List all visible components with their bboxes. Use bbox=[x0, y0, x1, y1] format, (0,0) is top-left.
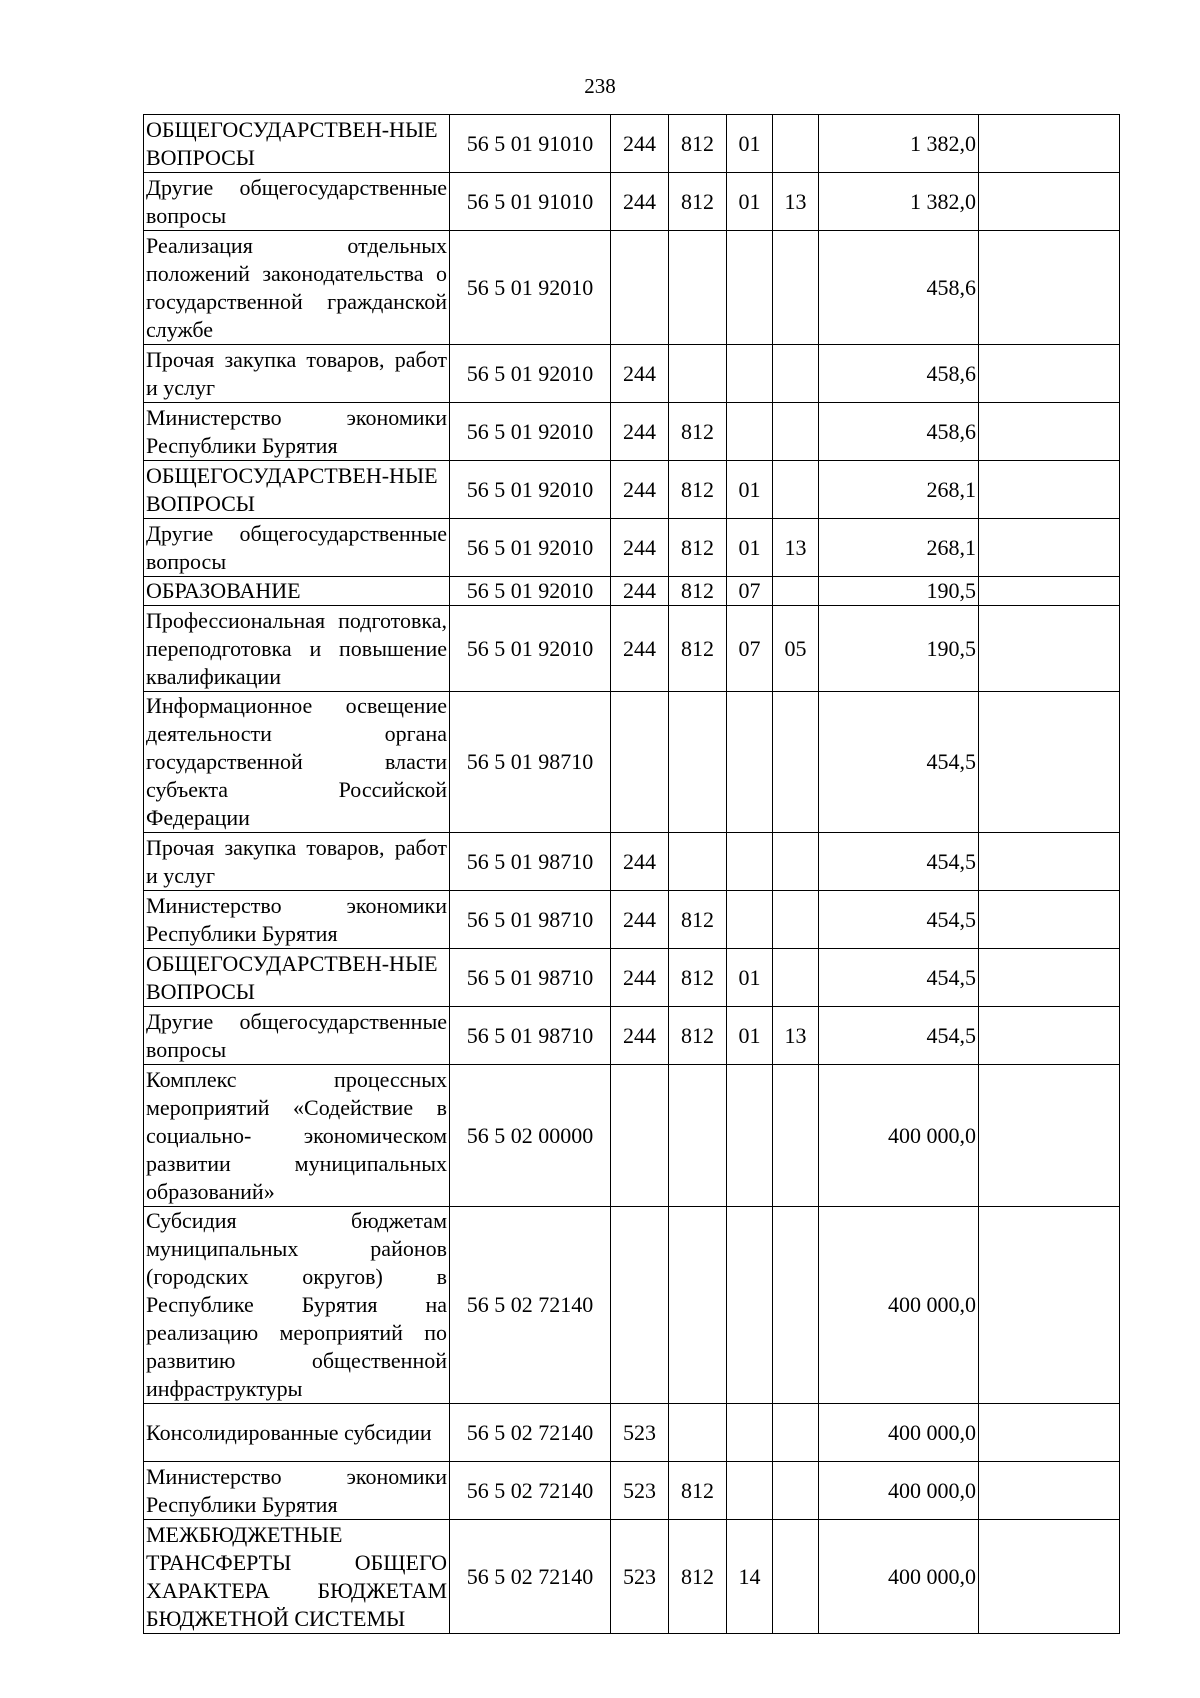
section-cell: 07 bbox=[727, 577, 773, 606]
table-row bbox=[144, 1462, 1120, 1520]
row-name-cell: Консолидированные субсидии bbox=[144, 1404, 450, 1462]
subsection-cell bbox=[773, 1520, 819, 1634]
table-row bbox=[144, 1520, 1120, 1634]
empty-cell bbox=[979, 1207, 1120, 1404]
main-manager-cell: 812 bbox=[669, 461, 727, 519]
row-name-cell: Комплекс процессных мероприятий «Содействие в социально- экономическом развитии муниципальных образований» bbox=[144, 1065, 450, 1207]
section-cell: 01 bbox=[727, 173, 773, 231]
expense-type-cell: 244 bbox=[611, 577, 669, 606]
section-cell bbox=[727, 1404, 773, 1462]
subsection-cell bbox=[773, 949, 819, 1007]
expense-type-cell: 244 bbox=[611, 345, 669, 403]
section-cell bbox=[727, 891, 773, 949]
main-manager-cell bbox=[669, 1404, 727, 1462]
amount-cell: 458,6 bbox=[819, 403, 979, 461]
subsection-cell: 05 bbox=[773, 606, 819, 692]
main-manager-cell bbox=[669, 1065, 727, 1207]
amount-cell: 400 000,0 bbox=[819, 1520, 979, 1634]
empty-cell bbox=[979, 577, 1120, 606]
empty-cell bbox=[979, 1462, 1120, 1520]
row-name-cell: ОБЩЕГОСУДАРСТВЕН-НЫЕ ВОПРОСЫ bbox=[144, 461, 450, 519]
empty-cell bbox=[979, 1520, 1120, 1634]
section-cell bbox=[727, 1207, 773, 1404]
target-article-cell: 56 5 01 92010 bbox=[450, 231, 611, 345]
expense-type-cell: 244 bbox=[611, 403, 669, 461]
amount-cell: 400 000,0 bbox=[819, 1404, 979, 1462]
row-name-cell: Прочая закупка товаров, работ и услуг bbox=[144, 833, 450, 891]
row-name-cell: Министерство экономики Республики Бурятия bbox=[144, 403, 450, 461]
table-row bbox=[144, 173, 1120, 231]
subsection-cell bbox=[773, 577, 819, 606]
main-manager-cell: 812 bbox=[669, 577, 727, 606]
row-name-cell: Информационное освещение деятельности органа государственной власти субъекта Российской Федерации bbox=[144, 692, 450, 833]
amount-cell: 400 000,0 bbox=[819, 1065, 979, 1207]
expense-type-cell: 523 bbox=[611, 1462, 669, 1520]
expense-type-cell bbox=[611, 231, 669, 345]
target-article-cell: 56 5 01 91010 bbox=[450, 115, 611, 173]
expense-type-cell: 523 bbox=[611, 1404, 669, 1462]
expense-type-cell: 244 bbox=[611, 115, 669, 173]
main-manager-cell bbox=[669, 345, 727, 403]
expense-type-cell: 244 bbox=[611, 606, 669, 692]
subsection-cell bbox=[773, 345, 819, 403]
amount-cell: 268,1 bbox=[819, 519, 979, 577]
expense-type-cell bbox=[611, 692, 669, 833]
expense-type-cell bbox=[611, 1207, 669, 1404]
amount-cell: 400 000,0 bbox=[819, 1462, 979, 1520]
main-manager-cell: 812 bbox=[669, 1462, 727, 1520]
amount-cell: 190,5 bbox=[819, 577, 979, 606]
target-article-cell: 56 5 01 92010 bbox=[450, 577, 611, 606]
section-cell bbox=[727, 403, 773, 461]
section-cell bbox=[727, 1462, 773, 1520]
main-manager-cell bbox=[669, 692, 727, 833]
table-row bbox=[144, 345, 1120, 403]
row-name-cell: Министерство экономики Республики Бурятия bbox=[144, 891, 450, 949]
empty-cell bbox=[979, 692, 1120, 833]
subsection-cell bbox=[773, 231, 819, 345]
amount-cell: 454,5 bbox=[819, 949, 979, 1007]
subsection-cell bbox=[773, 833, 819, 891]
amount-cell: 190,5 bbox=[819, 606, 979, 692]
empty-cell bbox=[979, 1007, 1120, 1065]
empty-cell bbox=[979, 949, 1120, 1007]
section-cell: 14 bbox=[727, 1520, 773, 1634]
target-article-cell: 56 5 01 98710 bbox=[450, 891, 611, 949]
target-article-cell: 56 5 02 72140 bbox=[450, 1462, 611, 1520]
table-row bbox=[144, 115, 1120, 173]
subsection-cell: 13 bbox=[773, 173, 819, 231]
expense-type-cell: 244 bbox=[611, 519, 669, 577]
row-name-cell: Субсидия бюджетам муниципальных районов (городских округов) в Республике Бурятия на реализацию мероприятий по развитию общественной инфраструктуры bbox=[144, 1207, 450, 1404]
empty-cell bbox=[979, 115, 1120, 173]
subsection-cell bbox=[773, 1065, 819, 1207]
table-row bbox=[144, 1007, 1120, 1065]
section-cell: 01 bbox=[727, 1007, 773, 1065]
table-row bbox=[144, 949, 1120, 1007]
section-cell bbox=[727, 231, 773, 345]
main-manager-cell: 812 bbox=[669, 891, 727, 949]
expense-type-cell: 244 bbox=[611, 949, 669, 1007]
empty-cell bbox=[979, 173, 1120, 231]
table-row bbox=[144, 519, 1120, 577]
row-name-cell: МЕЖБЮДЖЕТНЫЕ ТРАНСФЕРТЫ ОБЩЕГО ХАРАКТЕРА БЮДЖЕТАМ БЮДЖЕТНОЙ СИСТЕМЫ bbox=[144, 1520, 450, 1634]
target-article-cell: 56 5 01 92010 bbox=[450, 606, 611, 692]
target-article-cell: 56 5 01 92010 bbox=[450, 403, 611, 461]
subsection-cell bbox=[773, 461, 819, 519]
subsection-cell bbox=[773, 1207, 819, 1404]
table-row bbox=[144, 606, 1120, 692]
subsection-cell bbox=[773, 1462, 819, 1520]
expense-type-cell: 244 bbox=[611, 891, 669, 949]
expense-type-cell: 244 bbox=[611, 461, 669, 519]
target-article-cell: 56 5 01 98710 bbox=[450, 949, 611, 1007]
target-article-cell: 56 5 02 72140 bbox=[450, 1520, 611, 1634]
empty-cell bbox=[979, 231, 1120, 345]
subsection-cell bbox=[773, 403, 819, 461]
table-row bbox=[144, 461, 1120, 519]
row-name-cell: Реализация отдельных положений законодательства о государственной гражданской службе bbox=[144, 231, 450, 345]
expense-type-cell: 244 bbox=[611, 173, 669, 231]
empty-cell bbox=[979, 833, 1120, 891]
section-cell bbox=[727, 1065, 773, 1207]
empty-cell bbox=[979, 1404, 1120, 1462]
section-cell bbox=[727, 833, 773, 891]
main-manager-cell: 812 bbox=[669, 115, 727, 173]
section-cell: 01 bbox=[727, 949, 773, 1007]
target-article-cell: 56 5 01 98710 bbox=[450, 1007, 611, 1065]
section-cell: 01 bbox=[727, 115, 773, 173]
row-name-cell: ОБРАЗОВАНИЕ bbox=[144, 577, 450, 606]
row-name-cell: Другие общегосударственные вопросы bbox=[144, 173, 450, 231]
budget-table bbox=[143, 114, 1120, 1634]
amount-cell: 458,6 bbox=[819, 345, 979, 403]
main-manager-cell: 812 bbox=[669, 606, 727, 692]
section-cell bbox=[727, 345, 773, 403]
main-manager-cell: 812 bbox=[669, 949, 727, 1007]
empty-cell bbox=[979, 345, 1120, 403]
empty-cell bbox=[979, 461, 1120, 519]
target-article-cell: 56 5 01 92010 bbox=[450, 345, 611, 403]
row-name-cell: Другие общегосударственные вопросы bbox=[144, 1007, 450, 1065]
row-name-cell: Другие общегосударственные вопросы bbox=[144, 519, 450, 577]
amount-cell: 454,5 bbox=[819, 891, 979, 949]
section-cell bbox=[727, 692, 773, 833]
main-manager-cell bbox=[669, 833, 727, 891]
subsection-cell bbox=[773, 692, 819, 833]
row-name-cell: ОБЩЕГОСУДАРСТВЕН-НЫЕ ВОПРОСЫ bbox=[144, 949, 450, 1007]
table-row bbox=[144, 1404, 1120, 1462]
section-cell: 01 bbox=[727, 461, 773, 519]
target-article-cell: 56 5 01 98710 bbox=[450, 692, 611, 833]
row-name-cell: ОБЩЕГОСУДАРСТВЕН-НЫЕ ВОПРОСЫ bbox=[144, 115, 450, 173]
empty-cell bbox=[979, 403, 1120, 461]
amount-cell: 454,5 bbox=[819, 833, 979, 891]
expense-type-cell: 244 bbox=[611, 1007, 669, 1065]
amount-cell: 1 382,0 bbox=[819, 173, 979, 231]
main-manager-cell bbox=[669, 231, 727, 345]
amount-cell: 268,1 bbox=[819, 461, 979, 519]
subsection-cell: 13 bbox=[773, 1007, 819, 1065]
empty-cell bbox=[979, 519, 1120, 577]
amount-cell: 458,6 bbox=[819, 231, 979, 345]
amount-cell: 454,5 bbox=[819, 692, 979, 833]
table-row bbox=[144, 577, 1120, 606]
target-article-cell: 56 5 02 72140 bbox=[450, 1404, 611, 1462]
expense-type-cell bbox=[611, 1065, 669, 1207]
target-article-cell: 56 5 01 91010 bbox=[450, 173, 611, 231]
row-name-cell: Профессиональная подготовка, переподготовка и повышение квалификации bbox=[144, 606, 450, 692]
table-row bbox=[144, 231, 1120, 345]
main-manager-cell: 812 bbox=[669, 173, 727, 231]
target-article-cell: 56 5 01 92010 bbox=[450, 519, 611, 577]
row-name-cell: Министерство экономики Республики Бурятия bbox=[144, 1462, 450, 1520]
main-manager-cell: 812 bbox=[669, 403, 727, 461]
subsection-cell: 13 bbox=[773, 519, 819, 577]
table-row bbox=[144, 1065, 1120, 1207]
subsection-cell bbox=[773, 891, 819, 949]
section-cell: 01 bbox=[727, 519, 773, 577]
empty-cell bbox=[979, 1065, 1120, 1207]
amount-cell: 1 382,0 bbox=[819, 115, 979, 173]
main-manager-cell: 812 bbox=[669, 1007, 727, 1065]
table-row bbox=[144, 403, 1120, 461]
page-number: 238 bbox=[584, 74, 616, 98]
row-name-cell: Прочая закупка товаров, работ и услуг bbox=[144, 345, 450, 403]
empty-cell bbox=[979, 606, 1120, 692]
table-row bbox=[144, 692, 1120, 833]
main-manager-cell: 812 bbox=[669, 1520, 727, 1634]
target-article-cell: 56 5 01 92010 bbox=[450, 461, 611, 519]
section-cell: 07 bbox=[727, 606, 773, 692]
main-manager-cell bbox=[669, 1207, 727, 1404]
table-row bbox=[144, 1207, 1120, 1404]
table-row bbox=[144, 833, 1120, 891]
amount-cell: 454,5 bbox=[819, 1007, 979, 1065]
target-article-cell: 56 5 01 98710 bbox=[450, 833, 611, 891]
expense-type-cell: 523 bbox=[611, 1520, 669, 1634]
table-row bbox=[144, 891, 1120, 949]
expense-type-cell: 244 bbox=[611, 833, 669, 891]
main-manager-cell: 812 bbox=[669, 519, 727, 577]
target-article-cell: 56 5 02 00000 bbox=[450, 1065, 611, 1207]
subsection-cell bbox=[773, 1404, 819, 1462]
empty-cell bbox=[979, 891, 1120, 949]
amount-cell: 400 000,0 bbox=[819, 1207, 979, 1404]
target-article-cell: 56 5 02 72140 bbox=[450, 1207, 611, 1404]
subsection-cell bbox=[773, 115, 819, 173]
